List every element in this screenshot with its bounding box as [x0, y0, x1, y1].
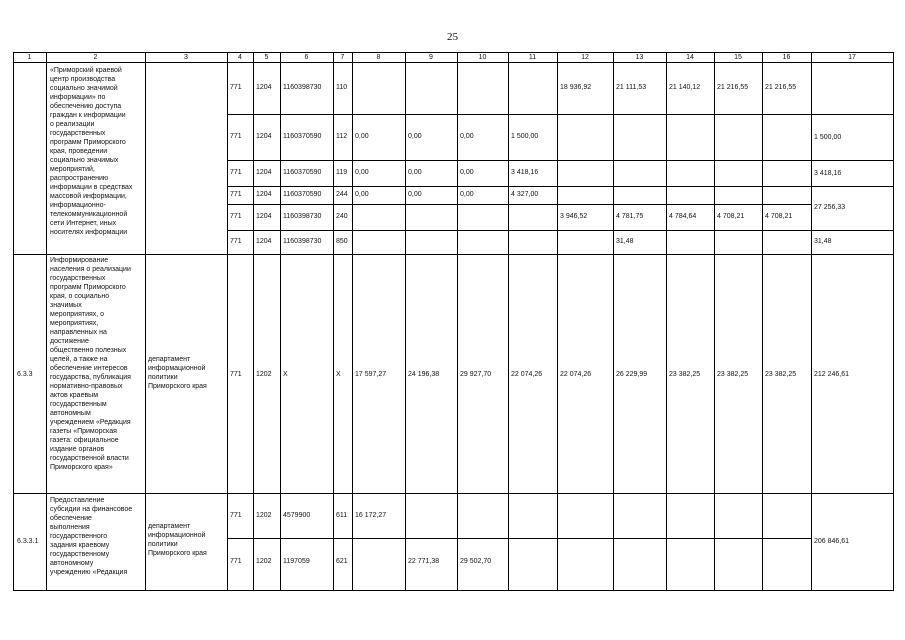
block3-row2-c7: 621: [336, 558, 348, 565]
block1-row2-c9: 0,00: [408, 133, 422, 140]
block1-row2-c7: 112: [336, 133, 348, 140]
column-header-10: 10: [478, 54, 487, 61]
block3-row2-c9: 22 771,38: [408, 558, 440, 565]
block1-row5-c14: 4 784,64: [669, 213, 697, 220]
block3-row1-c7: 611: [336, 512, 348, 519]
block1-row2-c10: 0,00: [460, 133, 474, 140]
block1-row5-c16: 4 708,21: [765, 213, 793, 220]
block2-c9: 24 196,38: [408, 371, 440, 378]
block1-row3-c8: 0,00: [355, 169, 369, 176]
block2-c15: 23 382,25: [717, 371, 749, 378]
block1-row1-c12: 18 936,92: [560, 84, 592, 91]
block1-row4-c7: 244: [336, 191, 348, 198]
column-header-1: 1: [27, 54, 32, 61]
column-header-4: 4: [238, 54, 242, 61]
column-header-13: 13: [635, 54, 644, 61]
block2-code: 6.3.3: [17, 371, 33, 378]
block3-description: Предоставление субсидии на финансовое обеспечение выполнения государственного задания краевому государственному автономному учреждению «Редакция: [50, 497, 133, 576]
column-header-11: 11: [528, 54, 537, 61]
block1-row5-c15: 4 708,21: [717, 213, 745, 220]
block2-c10: 29 927,70: [460, 371, 492, 378]
block1-row1-c5: 1204: [256, 84, 272, 91]
block1-row1-c16: 21 216,55: [765, 84, 797, 91]
block2-c4: 771: [230, 371, 242, 378]
block1-row5-c4: 771: [230, 213, 242, 220]
block2-c8: 17 597,27: [355, 371, 387, 378]
column-header-6: 6: [304, 54, 309, 61]
block3-row1-c5: 1202: [256, 512, 272, 519]
block1-row1-c7: 110: [336, 84, 348, 91]
page-number: 25: [447, 31, 458, 43]
block1-row2-c5: 1204: [256, 133, 272, 140]
block3-row1-c8: 16 172,27: [355, 512, 387, 519]
block1-row4-c11: 4 327,00: [511, 191, 539, 198]
block3-code: 6.3.3.1: [17, 538, 39, 545]
block1-row3-c5: 1204: [256, 169, 272, 176]
block1-row1-c13: 21 111,53: [616, 84, 647, 91]
block3-row1-c6: 4579900: [283, 512, 311, 519]
block1-row6-c4: 771: [230, 238, 242, 245]
block2-c5: 1202: [256, 371, 272, 378]
block1-row3-c6: 1160370590: [283, 169, 322, 176]
block1-row6-c5: 1204: [256, 238, 272, 245]
column-header-3: 3: [184, 54, 188, 61]
block3-row1-c4: 771: [230, 512, 242, 519]
block1-row3-c10: 0,00: [460, 169, 474, 176]
block2-c17: 212 246,61: [814, 371, 850, 378]
block1-row2-c11: 1 500,00: [511, 133, 539, 140]
block1-row5-c13: 4 781,75: [616, 213, 644, 220]
column-header-17: 17: [848, 54, 856, 61]
column-header-15: 15: [734, 54, 742, 61]
budget-table: [13, 52, 893, 590]
block1-row1-c15: 21 216,55: [717, 84, 749, 91]
block3-row2-c10: 29 502,70: [460, 558, 492, 565]
block1-row6-c6: 1160398730: [283, 238, 322, 245]
block1-row5-c7: 240: [336, 213, 348, 220]
block1-row3-c7: 119: [336, 169, 348, 176]
block1-row1-c6: 1160398730: [283, 84, 322, 91]
block1-total-119: 3 418,16: [814, 170, 842, 177]
block1-row4-c4: 771: [230, 191, 242, 198]
column-header-9: 9: [429, 54, 433, 61]
block1-row3-c4: 771: [230, 169, 242, 176]
block2-c11: 22 074,26: [511, 371, 543, 378]
block1-row5-c12: 3 946,52: [560, 213, 588, 220]
block1-row1-c4: 771: [230, 84, 242, 91]
block1-row4-c9: 0,00: [408, 191, 422, 198]
block1-row5-c6: 1160398730: [283, 213, 322, 220]
block3-total: 206 846,61: [814, 538, 850, 545]
block1-row4-c5: 1204: [256, 191, 272, 198]
block2-c16: 23 382,25: [765, 371, 797, 378]
block1-total-850: 31,48: [814, 238, 832, 245]
block1-row6-c7: 850: [336, 238, 348, 245]
block2-c7: Х: [336, 371, 341, 378]
block1-row4-c6: 1160370590: [283, 191, 322, 198]
block1-row6-c13: 31,48: [616, 238, 634, 245]
column-header-2: 2: [93, 54, 98, 61]
block1-row2-c4: 771: [230, 133, 242, 140]
column-header-5: 5: [264, 54, 269, 61]
block1-row4-c8: 0,00: [355, 191, 369, 198]
block2-c14: 23 382,25: [669, 371, 701, 378]
column-header-16: 16: [782, 54, 791, 61]
column-header-7: 7: [340, 54, 345, 61]
block1-total-244-240: 27 256,33: [814, 204, 846, 211]
block1-total-112: 1 500,00: [814, 134, 842, 141]
block3-row2-c4: 771: [230, 558, 242, 565]
column-header-12: 12: [581, 54, 589, 61]
block2-executor: департамент информационной политики Приморского края: [148, 356, 207, 390]
block1-row3-c11: 3 418,16: [511, 169, 539, 176]
block1-row2-c6: 1160370590: [283, 133, 322, 140]
block1-row1-c14: 21 140,12: [669, 84, 701, 91]
block1-description: «Приморский краевой центр производства социально значимой информации» по обеспечению доступа граждан к информации о реализации государственных программ Приморского края, проведении социально значимых мероприятий, распространению информации в средствах массовой информации, информационно- телекоммуникационной сети Интернет, иных носителях информации: [50, 67, 133, 236]
block3-executor: департамент информационной политики Приморского края: [148, 523, 207, 557]
column-header-14: 14: [686, 54, 694, 61]
block1-row2-c8: 0,00: [355, 133, 369, 140]
block1-row3-c9: 0,00: [408, 169, 422, 176]
block2-c13: 26 229,99: [616, 371, 648, 378]
block2-c12: 22 074,26: [560, 371, 592, 378]
block2-c6: Х: [283, 371, 288, 378]
block3-row2-c6: 1197059: [283, 558, 310, 565]
column-header-8: 8: [376, 54, 381, 61]
block1-row5-c5: 1204: [256, 213, 272, 220]
block3-row2-c5: 1202: [256, 558, 272, 565]
block1-row4-c10: 0,00: [460, 191, 474, 198]
block2-description: Информирование населения о реализации государственных программ Приморского края, о социально значимых мероприятиях, о мероприятиях, направленных на достижение общественно полезных целей, а также на обеспечение интересов государства, публикация нормативно-правовых актов краевым государственным автономным учреждением «Редакция газеты «Приморская газета: официальное издание органов государственной власти Приморского края»: [50, 257, 131, 471]
